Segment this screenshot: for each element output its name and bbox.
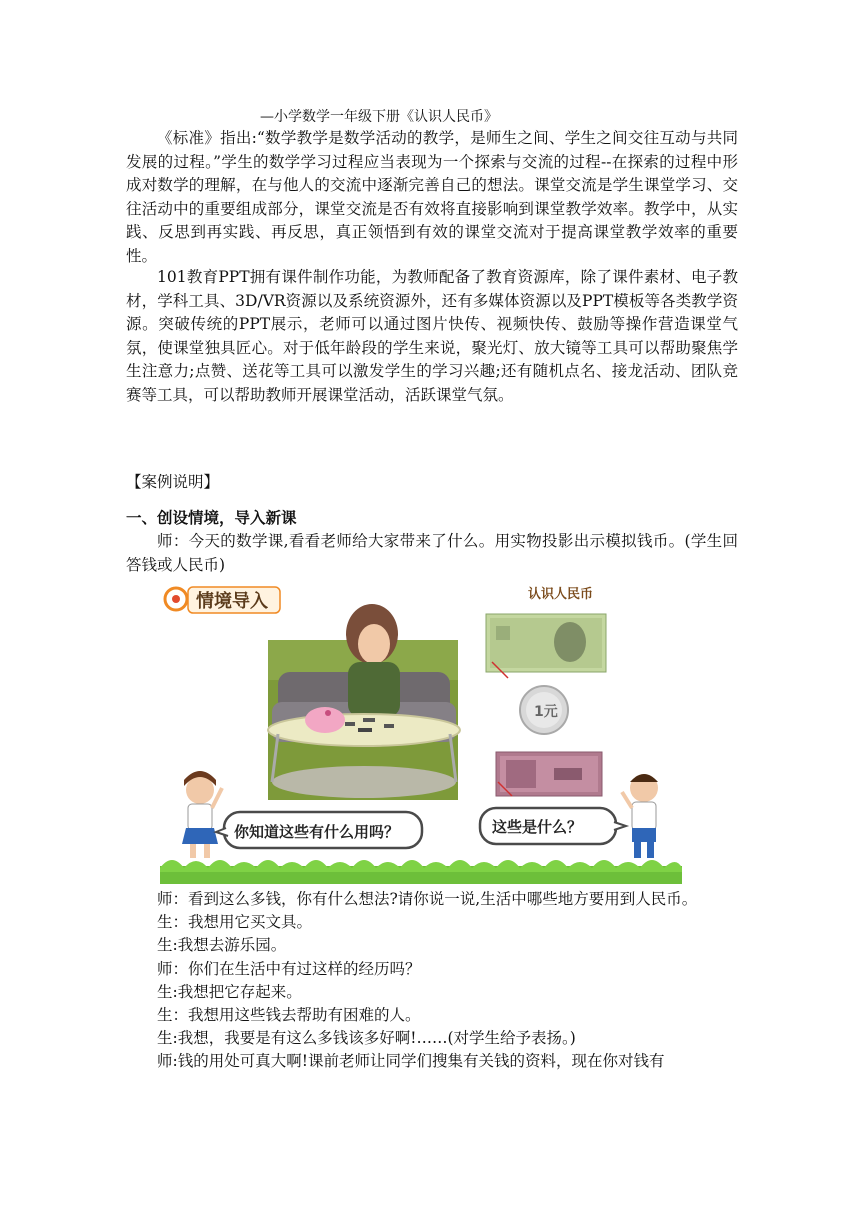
speech-bubble-left bbox=[216, 812, 422, 848]
dialogue-line: 生:我想，我要是有这么多钱该多好啊!……(对学生给予表扬。) bbox=[157, 1029, 576, 1048]
dialogue-line: 师：你们在生活中有过这样的经历吗？ bbox=[157, 959, 421, 978]
paragraph-101ppt: 101教育PPT拥有课件制作功能，为教师配备了教育资源库，除了课件素材、电子教材，学科工具、3D/VR资源以及系统资源外，还有多媒体资源以及PPT模板等各类教学资源。突破传统的PPT展示，老师可以通过图片快传、视频快传、鼓励等操作营造课堂气氛，使课堂独具匠心。对于低年龄段的学生来说，聚光灯、放大镜等工具可以帮助聚焦学生注意力;点赞、送花等工具可以激发学生的学习兴趣;还有随机点名、接龙活动、团队竞赛等工具，可以帮助教师开展课堂活动，活跃课堂气氛。 bbox=[126, 268, 738, 404]
paragraph-standard: 《标准》指出:“数学教学是数学活动的教学，是师生之间、学生之间交往互动与共同发展的过程。”学生的数学学习过程应当表现为一个探索与交流的过程--在探索的过程中形成对数学的理解，在与他人的交流中逐渐完善自己的想法。课堂交流是学生课堂学习、交往活动中的重要组成部分，课堂交流是否有效将直接影响到课堂教学效率。教学中，从实践、反思到再实践、再反思，真正领悟到有效的课堂交流对于提高课堂教学效率的重要性。 bbox=[126, 129, 738, 265]
speech-bubble-right bbox=[480, 808, 626, 844]
coin-label: 1元 bbox=[534, 704, 558, 720]
right-title: 认识人民币 bbox=[528, 587, 594, 602]
title-tag-text: 情境导入 bbox=[196, 591, 268, 612]
case-description-label: 【案例说明】 bbox=[126, 473, 220, 491]
small-banknote-image bbox=[496, 752, 602, 796]
coin-image bbox=[520, 686, 568, 734]
dialogue-line: 师:钱的用处可真大啊!课前老师让同学们搜集有关钱的资料，现在你对钱有 bbox=[157, 1052, 665, 1071]
lesson-illustration bbox=[160, 582, 682, 884]
dialogue-line: 生：我想用这些钱去帮助有困难的人。 bbox=[157, 1006, 421, 1025]
document-subtitle: —小学数学一年级下册《认识人民币》 bbox=[260, 109, 498, 125]
section-heading: 一、创设情境，导入新课 bbox=[126, 509, 297, 527]
paragraph-intro: 师：今天的数学课,看看老师给大家带来了什么。用实物投影出示模拟钱币。(学生回答钱或人民币) bbox=[126, 532, 738, 574]
speech-bubble-left-text: 你知道这些有什么用吗？ bbox=[234, 823, 400, 841]
banknote-image bbox=[486, 614, 606, 678]
dialogue-line: 生:我想去游乐园。 bbox=[157, 936, 287, 955]
dialogue-line: 生：我想用它买文具。 bbox=[157, 913, 313, 932]
dialogue-list bbox=[126, 888, 738, 1074]
dialogue-line: 生:我想把它存起来。 bbox=[157, 982, 302, 1001]
title-tag bbox=[165, 587, 280, 613]
speech-bubble-right-text: 这些是什么？ bbox=[492, 818, 583, 836]
dialogue-line: 师：看到这么多钱，你有什么想法?请你说一说,生活中哪些地方要用到人民币。 bbox=[157, 890, 698, 908]
